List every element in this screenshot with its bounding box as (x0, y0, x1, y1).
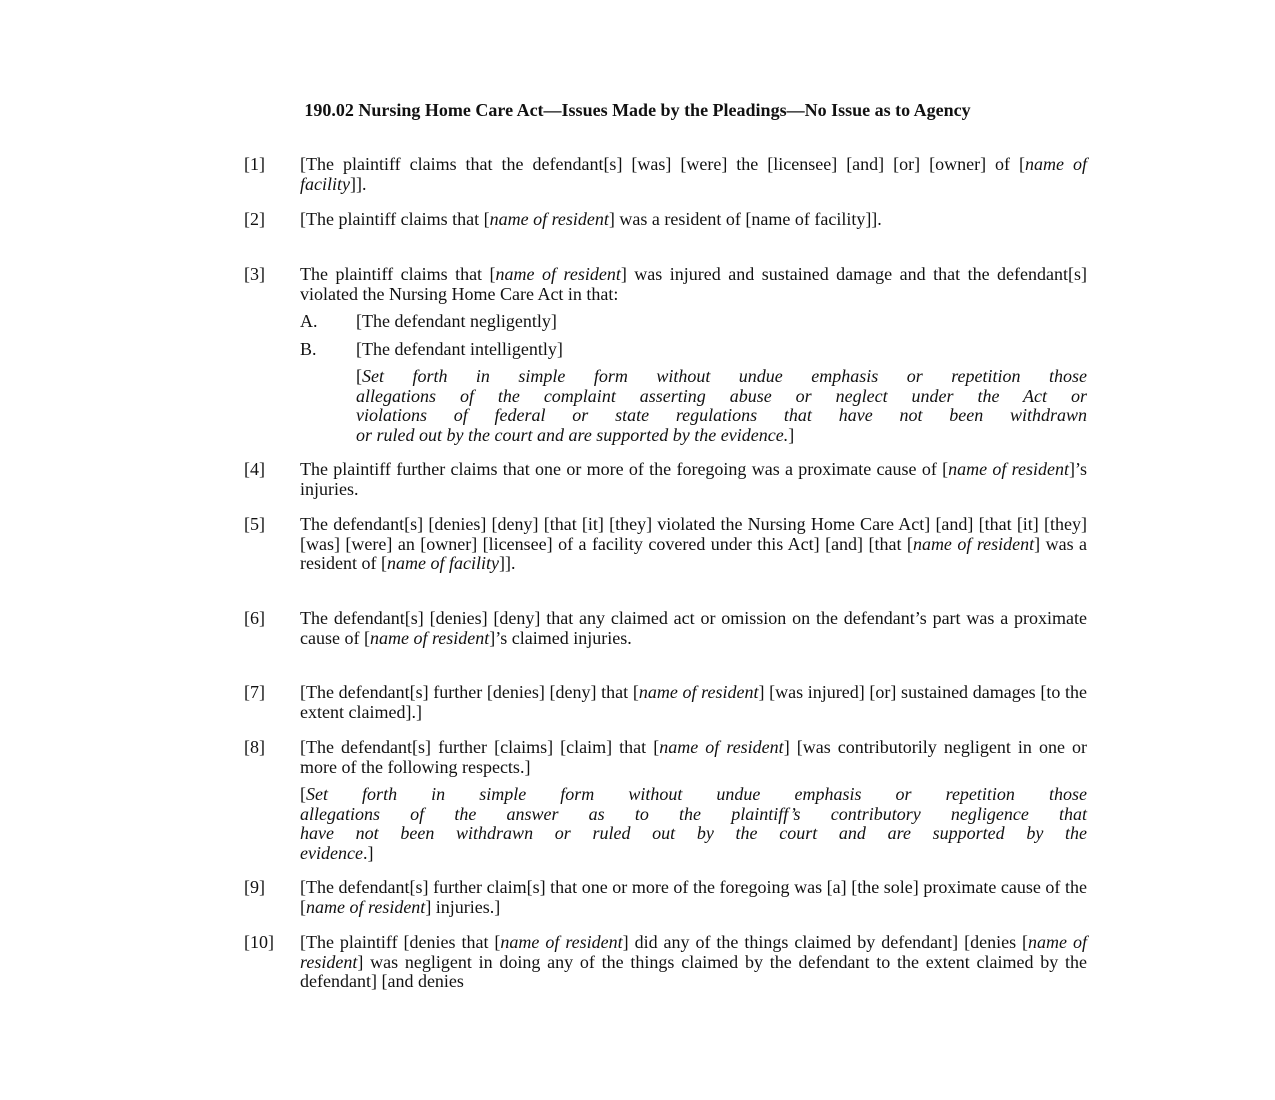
note-text: allegations of the complaint asserting abuse or neglect under the Act or (356, 385, 1087, 406)
text-run: The plaintiff further claims that one or more of the foregoing was a proximate cause of [ (300, 459, 949, 479)
note-line (300, 805, 1087, 825)
sub-item-text: [The defendant intelligently] (356, 339, 563, 359)
text-run: ]’s claimed injuries. (489, 627, 632, 648)
note-text: have not been withdrawn or ruled out by the court and are supported by the (300, 823, 1087, 843)
placeholder-text: name of resident (495, 264, 621, 284)
paragraph-2 (244, 210, 1087, 230)
text-run: [The defendant[s] further [denies] [deny] that [ (300, 682, 639, 702)
paragraph-number: [1] (244, 154, 265, 174)
placeholder-text: name of resident (300, 932, 1087, 972)
instruction-note-3 (356, 367, 1087, 445)
paragraph-1 (244, 155, 1087, 194)
paragraph-text (300, 265, 1087, 304)
paragraph-text (300, 609, 1087, 648)
paragraph-10 (244, 933, 1087, 992)
note-open-bracket: [ (356, 366, 362, 386)
sub-item-b (300, 340, 1087, 360)
placeholder-text: name of resident (489, 209, 609, 229)
note-line (356, 426, 1087, 446)
paragraph-number: [6] (244, 608, 265, 628)
text-run: The plaintiff claims that [ (300, 264, 496, 284)
paragraph-number: [4] (244, 459, 265, 479)
placeholder-text: name of facility (386, 553, 499, 573)
paragraph-8 (244, 738, 1087, 777)
placeholder-text: name of resident (306, 896, 426, 917)
text-run: [The defendant[s] further [claims] [claim] that [ (300, 737, 660, 757)
text-run: [The plaintiff claims that [ (300, 209, 490, 229)
note-text: Set forth in simple form without undue emphasis or repetition those (362, 366, 1087, 386)
text-run: [The plaintiff claims that the defendant[s] [was] [were] the [licensee] [and] [or] [owner] of [ (300, 154, 1026, 174)
paragraph-number: [2] (244, 209, 265, 229)
text-run: ] did any of the things claimed by defendant] [denies [ (622, 932, 1029, 952)
placeholder-text: name of facility (300, 154, 1087, 194)
note-line (356, 387, 1087, 407)
note-close-bracket: ] (788, 424, 795, 445)
paragraph-text (300, 210, 1087, 230)
paragraph-6 (244, 609, 1087, 648)
sub-item-a (300, 312, 1087, 332)
placeholder-text: name of resident (659, 737, 784, 757)
paragraph-number: [5] (244, 514, 265, 534)
paragraph-number: [8] (244, 737, 265, 757)
placeholder-text: name of resident (912, 533, 1035, 554)
text-run: The defendant[s] [denies] [deny] [that [it] [they] violated the Nursing Home Care Act] [and] [that [it] [they] [was] [were] an [owner] [licensee] of a facility covered under this Act] [and] [that [ (300, 514, 1087, 554)
note-line (300, 785, 1087, 805)
note-text: allegations of the answer as to the plaintiff’s contributory negligence that (300, 803, 1087, 824)
note-text: Set forth in simple form without undue emphasis or repetition those (306, 784, 1087, 804)
placeholder-text: name of resident (500, 932, 623, 952)
paragraph-number: [9] (244, 877, 265, 897)
text-run: ] was a resident of [name of facility]]. (608, 209, 882, 229)
note-line (300, 824, 1087, 844)
paragraph-text (300, 933, 1087, 992)
note-line (356, 367, 1087, 387)
text-run: ] was negligent in doing any of the things claimed by the defendant to the extent claimed by the defendant] [and denies (300, 951, 1087, 991)
paragraph-text (300, 683, 1087, 722)
sub-item-letter: A. (300, 311, 318, 331)
note-text: evidence (300, 842, 363, 863)
note-line (356, 406, 1087, 426)
text-run: ] was a resident of [ (300, 533, 1088, 573)
paragraph-text (300, 878, 1087, 917)
paragraph-text (300, 515, 1087, 574)
text-run: [The defendant[s] further claim[s] that one or more of the foregoing was [a] [the sole] proximate cause of the [ (300, 877, 1087, 917)
paragraph-text (300, 738, 1087, 777)
text-run: ] injuries.] (425, 896, 501, 917)
paragraph-number: [3] (244, 264, 265, 284)
note-line (300, 844, 1087, 864)
paragraph-text (300, 460, 1087, 499)
paragraph-4 (244, 460, 1087, 499)
placeholder-text: name of resident (369, 627, 490, 648)
text-run: ]]. (349, 173, 367, 194)
page-title: 190.02 Nursing Home Care Act—Issues Made by the Pleadings—No Issue as to Agency (304, 100, 971, 120)
sub-item-letter: B. (300, 339, 317, 359)
instruction-note-8 (300, 785, 1087, 863)
note-text: or ruled out by the court and are supported by the evidence. (356, 424, 789, 445)
paragraph-5 (244, 515, 1087, 574)
note-open-bracket: [ (300, 784, 306, 804)
text-run: ] was injured and sustained damage and that the defendant[s] violated the Nursing Home Care Act in that: (300, 264, 1087, 304)
paragraph-number: [10] (244, 932, 274, 952)
paragraph-9 (244, 878, 1087, 917)
paragraph-3 (244, 265, 1087, 304)
paragraph-text (300, 155, 1087, 194)
sub-item-text: [The defendant negligently] (356, 311, 557, 331)
paragraph-number: [7] (244, 682, 265, 702)
text-run: The defendant[s] [denies] [deny] that any claimed act or omission on the defendant’s part was a proximate cause of [ (300, 608, 1087, 648)
text-run: [The plaintiff [denies that [ (300, 932, 501, 952)
note-text: violations of federal or state regulations that have not been withdrawn (356, 405, 1087, 425)
text-run: ] [was injured] [or] sustained damages [to the extent claimed].] (300, 682, 1087, 722)
placeholder-text: name of resident (638, 682, 759, 702)
paragraph-7 (244, 683, 1087, 722)
text-run: ] [was contributorily negligent in one or more of the following respects.] (300, 737, 1088, 777)
placeholder-text: name of resident (948, 459, 1069, 479)
note-close-bracket: .] (362, 842, 374, 863)
text-run: ]]. (498, 553, 516, 573)
text-run: ]’s injuries. (300, 459, 1087, 499)
